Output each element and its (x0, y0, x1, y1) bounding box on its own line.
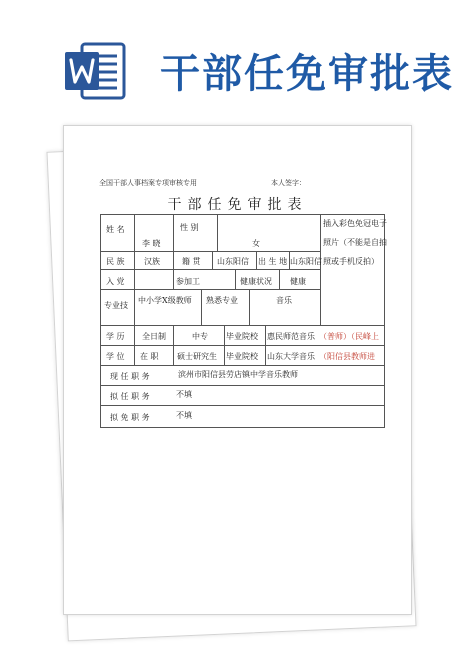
name-value: 李 晓 (142, 239, 161, 248)
gender-value-cell (217, 214, 321, 252)
ethnicity-label: 民 族 (106, 257, 125, 266)
signature-label: 本人签字： (271, 179, 306, 187)
inservice-label: 在 职 (140, 352, 159, 361)
fulltime-value: 中专 (192, 332, 208, 341)
origin-value: 山东阳信 (217, 257, 249, 266)
inservice-value: 硕士研究生 (177, 352, 217, 361)
name-label: 姓 名 (106, 225, 125, 234)
photo-placeholder: 插入彩色免冠电子照片（不能是自拍照或手机反拍） (323, 219, 387, 266)
gender-label: 性 别 (180, 223, 199, 232)
party-date-cell (134, 269, 174, 290)
current-position-label: 现 任 职 务 (110, 372, 150, 381)
ethnicity-value: 汉族 (144, 257, 160, 266)
document-title: 干部任免审批表 (160, 51, 454, 97)
origin-label: 籍 贯 (182, 257, 201, 266)
health-label: 健康状况 (240, 277, 272, 286)
gender-label-cell (173, 214, 218, 252)
school2-note: （阳信县教师进 (319, 352, 375, 361)
proposed-position-value: 不填 (176, 390, 192, 399)
school1-note: （普师）（民峰上 (319, 332, 379, 341)
proposed-removal-value: 不填 (176, 411, 192, 420)
proposed-position-label: 拟 任 职 务 (110, 392, 150, 401)
proposed-removal-label: 拟 免 职 务 (110, 413, 150, 422)
party-label: 入 党 (106, 277, 125, 286)
health-value: 健康 (290, 277, 306, 286)
school2-label: 毕业院校 (226, 352, 258, 361)
gender-value: 女 (252, 239, 260, 248)
form-title: 干部任免审批表 (167, 197, 308, 213)
education-label: 学 历 (106, 332, 125, 341)
word-icon (62, 38, 128, 104)
form-page (63, 125, 412, 615)
school1-value: 惠民师范音乐 (267, 332, 315, 341)
school2-value: 山东大学音乐 (267, 352, 315, 361)
specialty-value: 中小学Ⅹ级教师 (138, 296, 192, 305)
familiar-label: 熟悉专业 (206, 296, 238, 305)
familiar-value: 音乐 (276, 296, 292, 305)
fulltime-label: 全日制 (142, 332, 166, 341)
degree-label: 学 位 (106, 352, 125, 361)
archive-stamp: 全国干部人事档案专项审核专用 (99, 179, 197, 187)
birthplace-value: 山东阳信 (290, 257, 322, 266)
school1-label: 毕业院校 (226, 332, 258, 341)
current-position-value: 滨州市阳信县劳店镇中学音乐教师 (178, 370, 298, 379)
work-start-label: 参加工 (176, 277, 200, 286)
birthplace-label: 出 生 地 (258, 257, 288, 266)
specialty-label: 专业技 (104, 301, 128, 310)
